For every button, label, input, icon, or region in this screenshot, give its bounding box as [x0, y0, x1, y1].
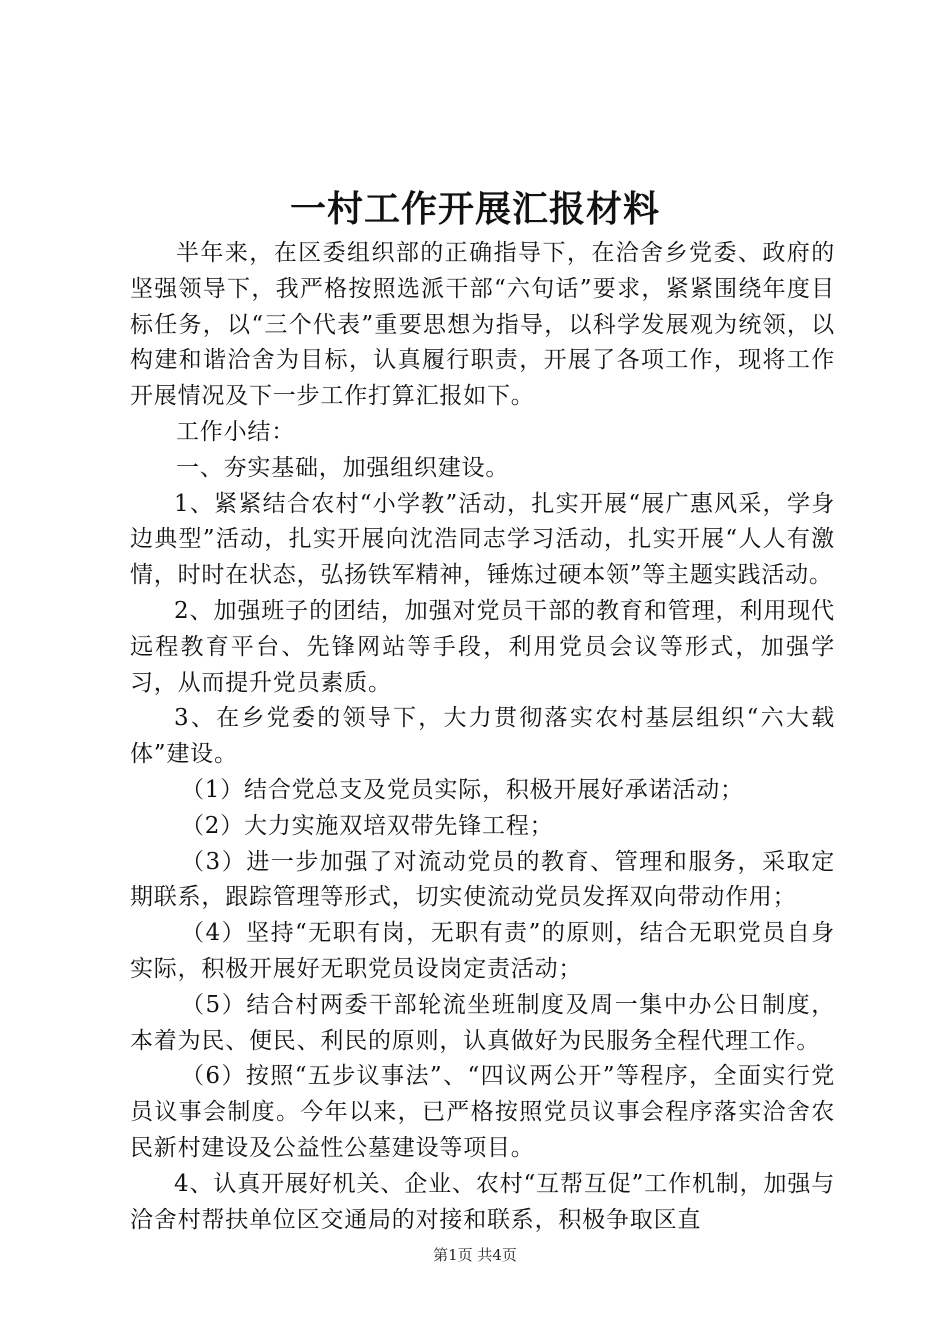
sub-item-paragraph-1: （1）结合党总支及党员实际，积极开展好承诺活动； — [181, 776, 744, 803]
section-heading-1: 一、夯实基础，加强组织建设。 — [176, 454, 510, 481]
sub-item-paragraph-6: （6）按照“五步议事法”、“四议两公开”等程序，全面实行党员议事会制度。今年以来，已严格按照党员议事会程序落实洽舍农民新村建设及公益性公墓建设等项目。 — [130, 1063, 835, 1161]
document-title: 一村工作开展汇报材料 — [289, 188, 660, 230]
item-paragraph-4: 4、认真开展好机关、企业、农村“互帮互促”工作机制，加强与洽舍村帮扶单位区交通局的对接和联系，积极争取区直 — [130, 1170, 835, 1233]
sub-item-paragraph-3: （3）进一步加强了对流动党员的教育、管理和服务，采取定期联系，跟踪管理等形式，切实使流动党员发挥双向带动作用； — [130, 848, 835, 911]
page-footer: 第1页 共4页 — [433, 1246, 517, 1264]
section-heading-summary: 工作小结： — [176, 418, 295, 445]
item-paragraph-1: 1、紧紧结合农村“小学教”活动，扎实开展“展广惠风采，学身边典型”活动，扎实开展向沈浩同志学习活动，扎实开展“人人有激情，时时在状态，弘扬铁军精神，锤炼过硬本领”等主题实践活动。 — [130, 490, 835, 589]
item-paragraph-3: 3、在乡党委的领导下，大力贯彻落实农村基层组织“六大载体”建设。 — [130, 705, 835, 768]
sub-item-paragraph-5: （5）结合村两委干部轮流坐班制度及周一集中办公日制度，本着为民、便民、利民的原则，认真做好为民服务全程代理工作。 — [130, 991, 835, 1054]
item-paragraph-2: 2、加强班子的团结，加强对党员干部的教育和管理，利用现代远程教育平台、先锋网站等手段，利用党员会议等形式，加强学习，从而提升党员素质。 — [130, 597, 835, 696]
intro-paragraph: 半年来，在区委组织部的正确指导下，在洽舍乡党委、政府的坚强领导下，我严格按照选派干部“六句话”要求，紧紧围绕年度目标任务，以“三个代表”重要思想为指导，以科学发展观为统领，以构建和谐洽舍为目标，认真履行职责，开展了各项工作，现将工作开展情况及下一步工作打算汇报如下。 — [130, 240, 835, 410]
sub-item-paragraph-2: （2）大力实施双培双带先锋工程； — [181, 812, 554, 839]
sub-item-paragraph-4: （4）坚持“无职有岗，无职有责”的原则，结合无职党员自身实际，积极开展好无职党员设岗定责活动； — [130, 920, 835, 982]
document-body — [130, 236, 835, 1238]
